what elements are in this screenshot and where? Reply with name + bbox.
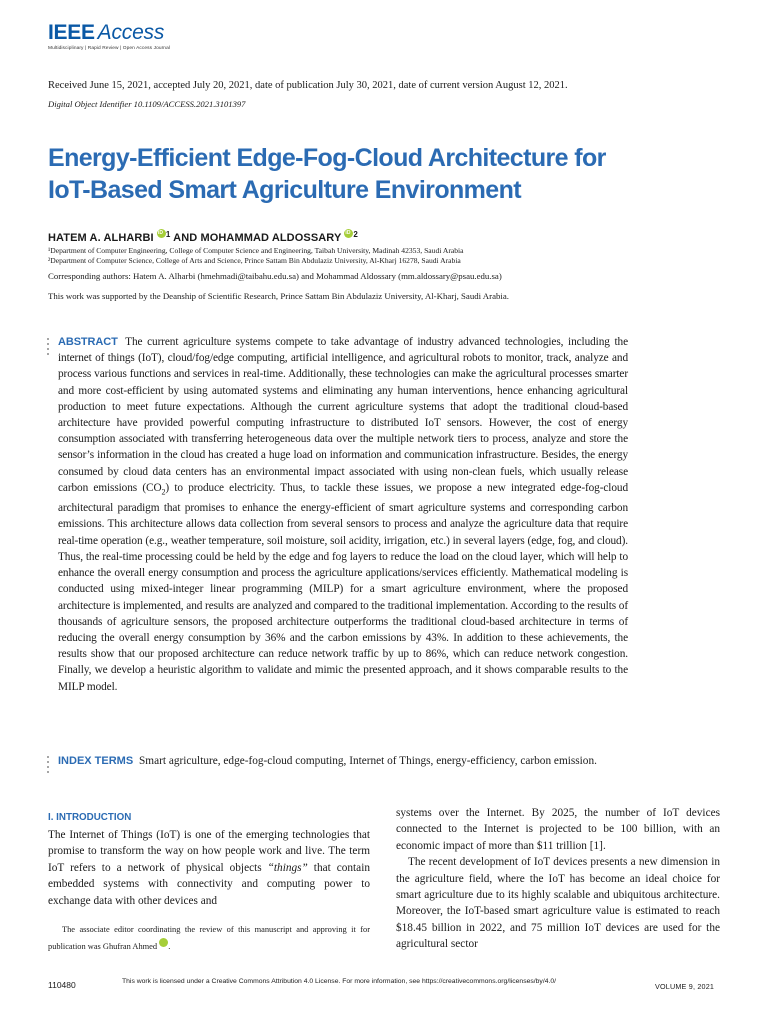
intro-right-paragraph-2: The recent development of IoT devices presents a new dimension in the agriculture field, where the IoT has become an ideal choice for smart agriculture due to its highly scalable and ubiquitous architecture. Moreover, the IoT-based smart agriculture value is estimated to reach $18.45 billion in 2022, and 75 million IoT devices are used for the agricultural sector: [396, 856, 720, 951]
abstract-marker-icon: [46, 338, 52, 358]
abstract-label: ABSTRACT: [58, 336, 118, 348]
corresponding-authors: Corresponding authors: Hatem A. Alharbi (hmehmadi@taibahu.edu.sa) and Mohammad Aldossary (mm.aldossary@psau.edu.sa): [48, 271, 502, 281]
intro-right-paragraph-1: systems over the Internet. By 2025, the number of IoT devices connected to the Internet is projected to be 100 billion, with an economic impact of more than $11 trillion [1].: [396, 807, 720, 852]
intro-paragraph-1: [48, 827, 370, 909]
footnote-period: .: [168, 942, 171, 951]
license-notice[interactable]: This work is licensed under a Creative Commons Attribution 4.0 License. For more information, see https://creativecommons.org/licenses/by/4.0/: [122, 978, 557, 985]
logo-access-text: Access: [97, 21, 165, 44]
affiliation-1: ¹Department of Computer Engineering, College of Computer Science and Engineering, Taibah University, Madinah 42353, Saudi Arabia: [48, 246, 464, 255]
abstract: [58, 334, 628, 695]
author-2-name: MOHAMMAD ALDOSSARY: [200, 232, 342, 244]
intro-right-column: [396, 805, 720, 953]
author-1-affil-mark: 1: [165, 230, 171, 239]
paper-title: [48, 142, 688, 206]
funding-note: This work was supported by the Deanship of Scientific Research, Prince Sattam Bin Abdulaziz University, Al-Kharj, Saudi Arabia.: [48, 291, 509, 301]
intro-things-emphasis: “things”: [267, 861, 308, 874]
section-heading-introduction: I. INTRODUCTION: [48, 812, 132, 823]
intro-text-b: that contain embedded systems with connectivity and computing power to exchange data with other devices and: [48, 861, 370, 907]
title-line-1: Energy-Efficient Edge-Fog-Cloud Architecture for: [48, 144, 606, 172]
affiliation-2: ²Department of Computer Science, College of Arts and Science, Prince Sattam Bin Abdulaziz University, Al-Kharj 16278, Saudi Arabia: [48, 256, 461, 265]
journal-logo: [48, 22, 248, 56]
intro-left-column: [48, 811, 370, 909]
author-1-name: HATEM A. ALHARBI: [48, 232, 154, 244]
author-conjunction: AND: [173, 232, 198, 244]
received-dates: Received June 15, 2021, accepted July 20, 2021, date of publication July 30, 2021, date of current version August 12, 2021.: [48, 80, 568, 91]
title-line-2: IoT-Based Smart Agriculture Environment: [48, 176, 521, 204]
index-terms-text: Smart agriculture, edge-fog-cloud computing, Internet of Things, energy-efficiency, carbon emission.: [139, 755, 597, 767]
volume-label: VOLUME 9, 2021: [655, 982, 715, 991]
author-list: [48, 229, 358, 244]
intro-text-a: The Internet of Things (IoT) is one of the emerging technologies that promise to transform the way on how people work and live. The term IoT refers to a network of physical objects: [48, 829, 370, 874]
logo-ieee-text: IEEE: [48, 21, 95, 44]
orcid-icon[interactable]: [159, 938, 168, 947]
doi-line: Digital Object Identifier 10.1109/ACCESS.2021.3101397: [48, 99, 246, 109]
co2-subscript: 2: [161, 487, 166, 497]
index-terms-marker-icon: [46, 756, 52, 776]
index-terms: [58, 753, 628, 769]
page-number: 110480: [48, 980, 76, 990]
index-terms-label: INDEX TERMS: [58, 755, 134, 767]
abstract-text-part1: The current agriculture systems compete to take advantage of industry advanced technologies, including the internet of things (IoT), cloud/fog/edge computing, artificial intelligence, and agricultural robots to monitor, track, analyze and process various functions and services in real-time. Additionally, these technologies can make the agricultural processes smarter and more cost-efficient by using automated systems and eliminating any human interventions, hence enhancing agricultural production to meet future expectations. Although the current agriculture systems that adopt the traditional cloud-based architecture have provided powerful computing infrastructure to distributed IoT sensors. However, the cost of energy consumption associated with transferring heterogeneous data over the multiple network tiers to process, analyze and store the sensor’s information in the cloud has created a huge load on information and communication infrastructure. Besides, the energy consumed by cloud data centers has an environmental impact associated with using non-clean fuels, which usually release carbon emissions (CO: [58, 336, 628, 494]
logo-tagline: Multidisciplinary | Rapid Review | Open Access Journal: [48, 46, 171, 51]
footnote-text: The associate editor coordinating the review of this manuscript and approving it for publication was Ghufran Ahmed: [48, 925, 370, 951]
abstract-text-part2: ) to produce electricity. Thus, to tackle these issues, we propose a new integrated edge-fog-cloud architectural paradigm that promises to enhance the energy-efficient of smart agriculture systems and corresponding carbon emissions. This architecture allows data collection from several sensors to process and analyze the agriculture data that require real-time operation (e.g., weather temperature, soil moisture, soil acidity, irrigation, etc.) in several layers (edge, fog, and cloud). Thus, the real-time processing could be held by the edge and fog layers to reduce the load on the cloud layer, which will help to enhance the overall energy consumption and process the agriculture applications/services efficiently. Mathematical modeling is conducted using mixed-integer linear programming (MILP) for a smart agriculture environment, where the proposed architecture is implemented, and results are analyzed and compared to the traditional implementation. According to the results of thousands of agriculture sensors, the proposed architecture outperforms the traditional cloud-based architecture in terms of reducing the overall energy consumption by 36% and the carbon emissions by 43%. In addition to these achievements, the results show that our proposed architecture can reduce network traffic by up to 86%, which can reduce network congestion. Finally, we develop a heuristic algorithm to validate and mimic the presented approach, and it shows comparable results to the MILP model.: [58, 481, 628, 693]
orcid-icon[interactable]: [344, 229, 353, 238]
orcid-icon[interactable]: [157, 229, 166, 238]
editor-footnote: [48, 921, 370, 955]
author-2-affil-mark: 2: [353, 230, 358, 239]
